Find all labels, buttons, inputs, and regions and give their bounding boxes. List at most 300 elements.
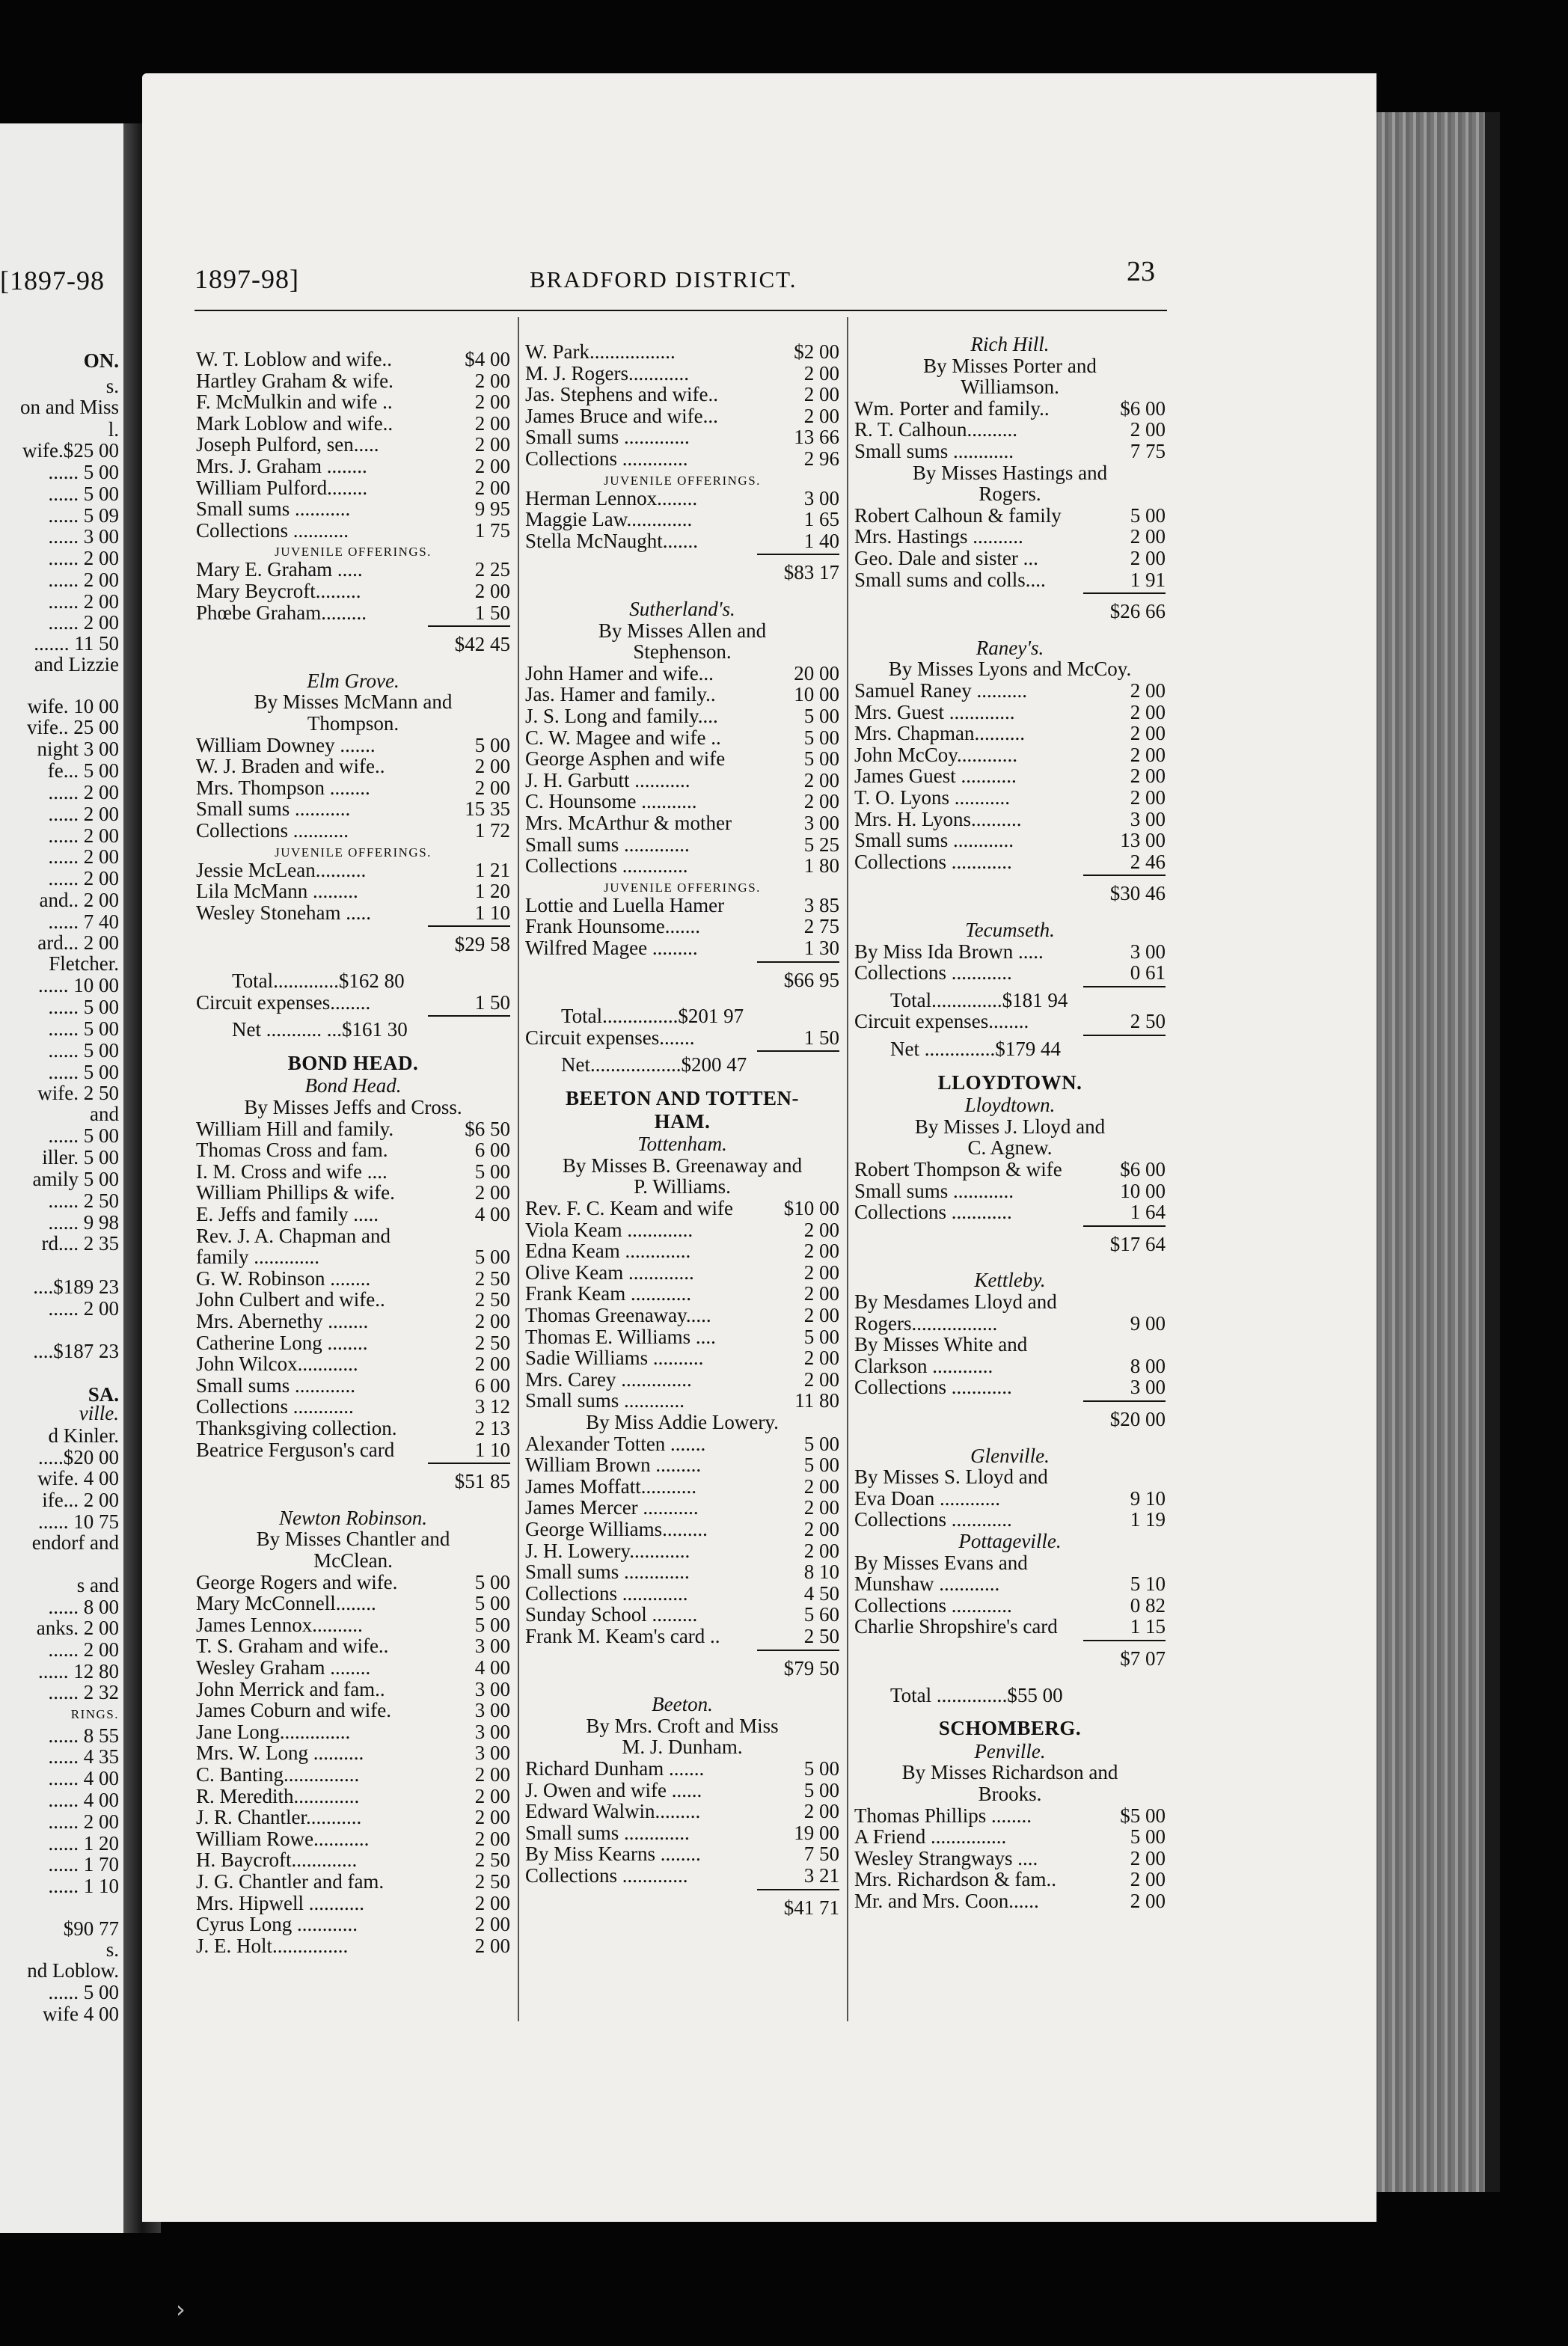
circuit-title: BEETON AND TOTTEN- <box>565 1087 800 1109</box>
ledger-row-name: Frank Keam ............ <box>525 1282 691 1305</box>
previous-page-line: wife. 4 00 <box>37 1467 119 1489</box>
ledger-row-name: Mrs. Hipwell ........... <box>196 1891 364 1914</box>
previous-page-line: ON. <box>83 349 119 372</box>
ledger-row-amount: 2 00 <box>474 1353 510 1376</box>
ledger-row-amount: 2 00 <box>474 1934 510 1957</box>
ledger-row-amount: 2 46 <box>1130 850 1166 873</box>
ledger-row-amount: 2 00 <box>803 790 839 813</box>
ledger-row-amount: 2 00 <box>474 1806 510 1829</box>
collectors-line: P. Williams. <box>634 1175 731 1198</box>
ledger-row-name: F. McMulkin and wife .. <box>196 391 393 414</box>
previous-page-line: Fletcher. <box>49 952 119 975</box>
ledger-row-name: E. Jeffs and family ..... <box>196 1203 379 1225</box>
column-divider <box>518 317 519 2021</box>
mouse-cursor-icon: › <box>176 2295 186 2324</box>
ledger-row-amount: 2 00 <box>803 361 839 385</box>
previous-page-line: ...... 2 00 <box>48 569 119 591</box>
previous-page-line: ...... 10 75 <box>38 1510 119 1533</box>
ledger-row-amount: 5 00 <box>474 1592 510 1615</box>
ledger-row-name: Small sums ............. <box>525 833 690 856</box>
previous-page-line: SA. <box>88 1383 119 1406</box>
ledger-row-name: J. H. Garbutt ........... <box>525 768 690 791</box>
previous-page-line: on and Miss <box>19 396 119 418</box>
ledger-row-amount: 2 00 <box>1130 722 1166 745</box>
ledger-row-name: J. R. Chantler........... <box>196 1806 362 1829</box>
ledger-row-amount: 2 50 <box>474 1267 510 1290</box>
collectors-line: Williamson. <box>961 376 1059 399</box>
previous-page-line: amily 5 00 <box>32 1168 119 1190</box>
previous-page-line: ...... 8 00 <box>48 1596 119 1618</box>
ledger-row-name: Olive Keam ............. <box>525 1261 694 1284</box>
ledger-row-amount: 6 00 <box>474 1139 510 1162</box>
previous-page-line: ...... 5 00 <box>48 1981 119 2003</box>
ledger-row-name: John Wilcox............ <box>196 1353 358 1376</box>
ledger-row-name: Circuit expenses....... <box>525 1026 695 1049</box>
juvenile-offerings-heading: JUVENILE OFFERINGS. <box>275 845 432 860</box>
previous-page-line: d Kinler. <box>48 1424 119 1447</box>
ledger-row-name: Robert Calhoun & family <box>854 503 1062 527</box>
previous-page <box>0 123 123 2233</box>
ledger-row-name: G. W. Robinson ........ <box>196 1267 371 1290</box>
appointment-name: Glenville. <box>970 1444 1050 1467</box>
ledger-row-amount: 2 00 <box>803 1474 839 1498</box>
previous-page-line: ville. <box>79 1402 119 1424</box>
previous-page-line: ...... 2 00 <box>48 1810 119 1833</box>
ledger-row-name: Collections ............ <box>854 961 1012 984</box>
ledger-row-amount: 5 00 <box>474 1613 510 1636</box>
ledger-row-name: Phœbe Graham......... <box>196 601 367 624</box>
subtotal-rule <box>757 554 839 555</box>
collectors-line: By Misses McMann and <box>254 690 453 714</box>
ledger-row-name: Robert Thompson & wife <box>854 1158 1062 1180</box>
ledger-row-amount: 1 80 <box>803 854 839 878</box>
ledger-row-amount: 2 00 <box>803 1539 839 1562</box>
ledger-row-name: Small sums and colls.... <box>854 568 1046 591</box>
ledger-row-name: William Phillips & wife. <box>196 1181 395 1204</box>
ledger-row-name: Wesley Graham ........ <box>196 1656 371 1679</box>
ledger-row-amount: 5 25 <box>803 833 839 856</box>
ledger-row-name: Herman Lennox........ <box>525 486 698 509</box>
previous-page-line: ...... 5 00 <box>48 1039 119 1062</box>
ledger-row-amount: 5 00 <box>1130 1825 1166 1849</box>
ledger-row-name: James Lennox.......... <box>196 1613 363 1636</box>
collectors-line: Thompson. <box>307 712 399 735</box>
ledger-row-name: Collections ............. <box>525 1581 688 1605</box>
ledger-row-amount: 2 00 <box>803 768 839 791</box>
ledger-row-name: Collections ............ <box>854 850 1012 873</box>
subtotal-rule <box>428 925 510 927</box>
subtotal-rule <box>757 1650 839 1651</box>
ledger-row-amount: 2 50 <box>474 1288 510 1311</box>
previous-page-line: anks. 2 00 <box>36 1617 119 1639</box>
ledger-row-name: Small sums ............. <box>525 1561 690 1584</box>
ledger-row-amount: 2 50 <box>474 1849 510 1872</box>
ledger-row-amount: 5 60 <box>803 1603 839 1626</box>
ledger-row-name: Net..................$200 47 <box>561 1053 747 1076</box>
ledger-row-amount: 2 00 <box>474 755 510 778</box>
ledger-row-name: Collections ............. <box>525 1864 688 1887</box>
ledger-row-name: Collections ............. <box>525 447 688 470</box>
column-divider <box>847 317 848 2021</box>
previous-page-line: ...... 2 00 <box>48 611 119 634</box>
ledger-row-name: Net ..............$179 44 <box>890 1038 1061 1060</box>
previous-page-line: ...... 5 00 <box>48 461 119 483</box>
ledger-row-name: Mrs. Guest ............. <box>854 700 1015 723</box>
circuit-title: BOND HEAD. <box>287 1051 419 1074</box>
ledger-row-amount: 2 00 <box>474 411 510 435</box>
ledger-row-amount: 1 30 <box>803 937 839 959</box>
ledger-row-amount: 2 25 <box>474 558 510 581</box>
ledger-row-name: Jas. Hamer and family.. <box>525 683 716 706</box>
ledger-row-amount: 5 00 <box>803 1778 839 1801</box>
page-title: BRADFORD DISTRICT. <box>530 266 797 293</box>
ledger-row-name: Total...............$201 97 <box>561 1005 744 1028</box>
collectors-line: Rogers. <box>979 483 1041 506</box>
previous-page-line: ...... 5 00 <box>48 1017 119 1040</box>
previous-page-line: ....$187 23 <box>33 1340 119 1362</box>
previous-page-line: iller. 5 00 <box>42 1146 119 1169</box>
ledger-row-amount: 5 00 <box>803 747 839 771</box>
ledger-row-amount: 15 35 <box>465 797 510 821</box>
ledger-row-amount: 7 50 <box>803 1843 839 1866</box>
ledger-row-name: James Guest ........... <box>854 765 1017 788</box>
ledger-row-amount: 3 00 <box>1130 807 1166 830</box>
page-number: 23 <box>1127 256 1155 287</box>
ledger-row-amount: 19 00 <box>794 1821 839 1844</box>
previous-page-line: ife... 2 00 <box>42 1489 119 1511</box>
ledger-row-name: Stella McNaught....... <box>525 529 698 552</box>
subtotal-rule <box>428 1463 510 1464</box>
ledger-row-name: Viola Keam ............. <box>525 1218 693 1241</box>
ledger-row-amount: 2 00 <box>803 1282 839 1305</box>
circuit-title: SCHOMBERG. <box>938 1717 1082 1740</box>
ledger-row-name: Munshaw ............ <box>854 1572 1000 1596</box>
previous-page-line: vife.. 25 00 <box>27 716 119 738</box>
ledger-row-amount: 2 00 <box>1130 765 1166 788</box>
ledger-row-amount: 10 00 <box>794 683 839 706</box>
appointment-name: Raney's. <box>976 636 1044 659</box>
ledger-row-name: William Downey ....... <box>196 733 376 756</box>
previous-page-line: ....... 11 50 <box>34 632 119 655</box>
ledger-row-name: Mr. and Mrs. Coon...... <box>854 1890 1039 1912</box>
ledger-row-amount: 5 00 <box>803 705 839 727</box>
ledger-row-name: Edward Walwin......... <box>525 1800 701 1823</box>
ledger-row-amount: 2 00 <box>474 1784 510 1807</box>
previous-page-line: ...... 2 50 <box>48 1189 119 1212</box>
ledger-row-name: Rev. J. A. Chapman and <box>196 1224 391 1247</box>
collectors-line: McClean. <box>313 1549 393 1572</box>
ledger-row-amount: 2 13 <box>474 1417 510 1439</box>
ledger-row-amount: 7 75 <box>1130 440 1166 462</box>
collectors-line: By Misses Porter and <box>923 354 1097 377</box>
ledger-row-amount: 5 00 <box>803 1757 839 1780</box>
ledger-row-amount: 2 50 <box>1130 1010 1166 1033</box>
collectors-line: M. J. Dunham. <box>622 1736 743 1759</box>
subtotal-amount: $79 50 <box>783 1656 839 1679</box>
collectors-line: By Mrs. Croft and Miss <box>586 1714 779 1737</box>
ledger-row-name: Wilfred Magee ......... <box>525 937 698 959</box>
ledger-row-amount: 1 19 <box>1130 1508 1166 1531</box>
ledger-row-amount: 20 00 <box>794 661 839 684</box>
ledger-row-amount: 2 00 <box>1130 525 1166 548</box>
previous-page-line: ard... 2 00 <box>37 931 119 954</box>
ledger-row-name: Collections ........... <box>196 518 349 542</box>
subtotal-rule <box>757 961 839 963</box>
ledger-row-name: Rev. F. C. Keam and wife <box>525 1197 734 1219</box>
ledger-row-name: Thomas Greenaway..... <box>525 1304 711 1326</box>
previous-page-line: ...... 2 00 <box>48 781 119 803</box>
ledger-row-amount: 2 00 <box>1130 786 1166 809</box>
ledger-row-amount: $6 00 <box>1120 396 1166 420</box>
ledger-row-name: Thomas E. Williams .... <box>525 1325 716 1348</box>
ledger-row-name: J. Owen and wife ...... <box>525 1778 702 1801</box>
ledger-row-amount: 2 00 <box>474 391 510 414</box>
ledger-row-name: Thomas Cross and fam. <box>196 1139 388 1162</box>
ledger-row-name: Jessie McLean.......... <box>196 858 367 881</box>
previous-page-header: [1897-98 <box>0 266 105 295</box>
ledger-row-name: Small sums ............. <box>525 426 690 449</box>
previous-page-line: s and <box>76 1574 119 1596</box>
ledger-row-amount: 4 00 <box>474 1203 510 1225</box>
subtotal-rule <box>757 1889 839 1890</box>
ledger-row-name: George Rogers and wife. <box>196 1570 398 1593</box>
appointment-name: Pottageville. <box>958 1530 1062 1552</box>
subtotal-amount: $7 07 <box>1120 1647 1166 1670</box>
ledger-row-amount: 3 00 <box>474 1699 510 1722</box>
ledger-row-name: Richard Dunham ....... <box>525 1757 705 1780</box>
collectors-line: By Misses Chantler and <box>256 1528 450 1551</box>
ledger-row-amount: 2 50 <box>474 1870 510 1893</box>
ledger-row-amount: 1 91 <box>1130 568 1166 591</box>
ledger-row-name: Mary E. Graham ..... <box>196 558 363 581</box>
previous-page-line: ...... 3 00 <box>48 525 119 548</box>
ledger-row-amount: 5 00 <box>474 733 510 756</box>
ledger-row-amount: 5 00 <box>803 1432 839 1455</box>
ledger-row-name: William Hill and family. <box>196 1117 394 1140</box>
juvenile-offerings-heading: JUVENILE OFFERINGS. <box>604 473 761 488</box>
ledger-row-name: Total ..............$55 00 <box>890 1683 1063 1706</box>
previous-page-line: ...... 2 32 <box>48 1681 119 1703</box>
ledger-row-name: Small sums ............ <box>854 829 1014 852</box>
ledger-row-amount: 3 12 <box>474 1395 510 1418</box>
ledger-row-amount: 1 64 <box>1130 1201 1166 1224</box>
ledger-row-name: Small sums ............. <box>525 1821 690 1844</box>
previous-page-line: and.. 2 00 <box>39 889 119 911</box>
ledger-row-name: Rogers................. <box>854 1311 998 1335</box>
ledger-row-name: Mary McConnell........ <box>196 1592 376 1615</box>
ledger-row-name: Small sums ............ <box>854 440 1014 462</box>
previous-page-line: ...... 2 00 <box>48 803 119 825</box>
ledger-row-name: Mrs. McArthur & mother <box>525 812 732 834</box>
subtotal-amount: $42 45 <box>454 633 510 656</box>
ledger-row-name: Clarkson ............ <box>854 1354 993 1377</box>
header-rule <box>195 310 1167 311</box>
ledger-row-name: I. M. Cross and wife .... <box>196 1160 388 1183</box>
subtotal-rule <box>1083 986 1166 987</box>
ledger-row-name: Small sums ............ <box>196 1373 356 1397</box>
ledger-row-name: Total.............$162 80 <box>232 970 405 992</box>
ledger-row-name: Lila McMann ......... <box>196 880 358 903</box>
ledger-row-name: Geo. Dale and sister ... <box>854 547 1038 569</box>
ledger-row-name: John Culbert and wife.. <box>196 1288 385 1311</box>
ledger-row-amount: 2 00 <box>803 383 839 406</box>
ledger-row-name: Mrs. W. Long .......... <box>196 1742 364 1765</box>
ledger-row-name: T. S. Graham and wife.. <box>196 1635 389 1658</box>
previous-page-line: and Lizzie <box>34 653 119 676</box>
ledger-row-name: J. E. Holt............... <box>196 1934 349 1957</box>
ledger-row-amount: 2 00 <box>803 404 839 427</box>
ledger-row-name: John Merrick and fam.. <box>196 1677 385 1700</box>
ledger-row-amount: 2 00 <box>474 369 510 392</box>
ledger-row-amount: 2 00 <box>474 455 510 477</box>
ledger-row-amount: 2 00 <box>474 1913 510 1936</box>
ledger-row-name: Maggie Law............. <box>525 508 693 531</box>
ledger-row-amount: 9 00 <box>1130 1311 1166 1335</box>
ledger-row-amount: 3 85 <box>803 893 839 916</box>
appointment-name: Penville. <box>974 1739 1046 1762</box>
circuit-title: HAM. <box>654 1109 711 1133</box>
ledger-row-name: John Hamer and wife... <box>525 661 714 684</box>
ledger-row-amount: 2 00 <box>1130 1846 1166 1869</box>
ledger-row-name: Cyrus Long ............ <box>196 1913 358 1936</box>
subtotal-amount: $26 66 <box>1109 600 1166 623</box>
ledger-row-name: Collections ............ <box>196 1395 354 1418</box>
ledger-row-amount: $4 00 <box>465 348 510 370</box>
book-shadow <box>1485 112 1500 2192</box>
ledger-row-amount: 2 00 <box>474 776 510 799</box>
previous-page-line: ...... 2 00 <box>48 845 119 868</box>
ledger-row-amount: 0 61 <box>1130 961 1166 984</box>
ledger-row-amount: 8 10 <box>803 1561 839 1584</box>
ledger-row-amount: $10 00 <box>783 1197 839 1219</box>
previous-page-line: wife. 2 50 <box>37 1082 119 1104</box>
ledger-row-name: Small sums ............ <box>525 1389 685 1412</box>
ledger-row-name: Sadie Williams .......... <box>525 1347 704 1370</box>
ledger-row-name: Collections ............ <box>854 1508 1012 1531</box>
ledger-row-name: Mrs. Chapman.......... <box>854 722 1025 745</box>
ledger-row-name: C. Banting............... <box>196 1763 360 1786</box>
appointment-name: Tottenham. <box>637 1133 727 1156</box>
previous-page-line: s. <box>105 375 119 397</box>
collectors-line: C. Agnew. <box>967 1136 1053 1160</box>
previous-page-line: and <box>90 1103 119 1125</box>
ledger-row-name: Lottie and Luella Hamer <box>525 893 725 916</box>
previous-page-line: ...... 2 00 <box>48 1297 119 1320</box>
subtotal-amount: $66 95 <box>783 968 839 991</box>
ledger-row-name: By Misses Evans and <box>854 1551 1028 1574</box>
ledger-row-amount: 1 10 <box>474 1438 510 1461</box>
ledger-row-name: By Mesdames Lloyd and <box>854 1290 1057 1313</box>
ledger-row-name: Mrs. H. Lyons.......... <box>854 807 1022 830</box>
previous-page-line: ...... 1 10 <box>48 1875 119 1897</box>
ledger-row-amount: 2 00 <box>474 1310 510 1332</box>
ledger-row-amount: 2 75 <box>803 915 839 938</box>
ledger-row-amount: 2 00 <box>474 476 510 499</box>
ledger-row-name: Collections ........... <box>196 819 349 842</box>
ledger-row-amount: $5 00 <box>1120 1804 1166 1827</box>
collectors-line: By Misses B. Greenaway and <box>562 1154 803 1177</box>
ledger-row-name: Mark Loblow and wife.. <box>196 411 393 435</box>
previous-page-line: s. <box>105 1938 119 1961</box>
ledger-row-name: Total..............$181 94 <box>890 988 1068 1011</box>
ledger-row-name: R. T. Calhoun.......... <box>854 418 1018 441</box>
ledger-row-amount: 2 00 <box>474 580 510 602</box>
ledger-row-amount: 1 40 <box>803 529 839 552</box>
page-year-header: 1897-98] <box>195 264 299 294</box>
ledger-row-name: Wesley Stoneham ..... <box>196 901 372 924</box>
ledger-row-name: By Miss Ida Brown ..... <box>854 940 1044 963</box>
ledger-row-amount: 0 82 <box>1130 1593 1166 1617</box>
subtotal-amount: $30 46 <box>1109 882 1166 905</box>
ledger-row-name: J. G. Chantler and fam. <box>196 1870 385 1893</box>
ledger-row-amount: 2 00 <box>474 1827 510 1850</box>
ledger-row-name: Small sums ............ <box>854 1179 1014 1202</box>
ledger-row-name: William Rowe........... <box>196 1827 370 1850</box>
ledger-row-amount: $6 50 <box>465 1117 510 1140</box>
ledger-row-amount: 2 00 <box>474 433 510 456</box>
ledger-row-amount: 2 00 <box>803 1240 839 1263</box>
ledger-row-name: By Misses White and <box>854 1333 1028 1356</box>
ledger-row-amount: $2 00 <box>794 340 839 363</box>
previous-page-line: .....$20 00 <box>38 1446 119 1468</box>
ledger-row-name: Jane Long.............. <box>196 1720 351 1743</box>
appointment-name: Bond Head. <box>304 1074 402 1097</box>
ledger-row-amount: 2 00 <box>1130 1890 1166 1912</box>
ledger-row-amount: 2 00 <box>1130 1868 1166 1891</box>
ledger-row-amount: 2 50 <box>474 1331 510 1354</box>
collectors-line: By Miss Addie Lowery. <box>586 1411 779 1433</box>
ledger-row-name: family ............. <box>196 1246 319 1269</box>
ledger-row-amount: 5 00 <box>474 1570 510 1593</box>
ledger-row-name: Mary Beycroft......... <box>196 580 361 602</box>
subtotal-rule <box>1083 1225 1166 1227</box>
previous-page-line: ...... 9 98 <box>48 1211 119 1234</box>
previous-page-line: ...... 5 00 <box>48 996 119 1018</box>
subtotal-rule <box>428 625 510 627</box>
ledger-row-amount: 2 00 <box>1130 418 1166 441</box>
ledger-row-name: A Friend ............... <box>854 1825 1007 1849</box>
collectors-line: By Misses J. Lloyd and <box>914 1115 1106 1138</box>
ledger-row-name: J. H. Lowery............ <box>525 1539 690 1562</box>
ledger-row-name: M. J. Rogers............ <box>525 361 690 385</box>
ledger-row-amount: 5 00 <box>803 726 839 749</box>
previous-page-line: $90 77 <box>63 1917 119 1940</box>
ledger-row-amount: 2 00 <box>1130 700 1166 723</box>
ledger-row-amount: 1 65 <box>803 508 839 531</box>
previous-page-line: ...... 1 20 <box>48 1832 119 1855</box>
ledger-row-amount: 1 75 <box>474 518 510 542</box>
ledger-row-amount: 1 20 <box>474 880 510 903</box>
previous-page-line: wife.$25 00 <box>22 439 119 462</box>
collectors-line: By Misses Allen and <box>598 619 767 642</box>
previous-page-line: ...... 12 80 <box>38 1660 119 1682</box>
previous-page-line: wife 4 00 <box>43 2003 119 2025</box>
ledger-row-amount: 5 00 <box>803 1325 839 1348</box>
ledger-row-name: John McCoy............ <box>854 743 1018 766</box>
previous-page-line: RINGS. <box>70 1707 119 1721</box>
subtotal-rule <box>1083 875 1166 876</box>
juvenile-offerings-heading: JUVENILE OFFERINGS. <box>275 545 432 560</box>
appointment-name: Beeton. <box>652 1693 713 1716</box>
previous-page-line: ...... 1 70 <box>48 1853 119 1875</box>
ledger-row-name: W. Park................. <box>525 340 676 363</box>
ledger-row-name: Circuit expenses........ <box>854 1010 1029 1033</box>
previous-page-line: ....$189 23 <box>33 1275 119 1298</box>
ledger-row-name: Beatrice Ferguson's card <box>196 1438 395 1461</box>
ledger-row-amount: 1 50 <box>474 990 510 1014</box>
previous-page-line: fe... 5 00 <box>47 759 119 782</box>
ledger-row-amount: 2 00 <box>803 1518 839 1540</box>
